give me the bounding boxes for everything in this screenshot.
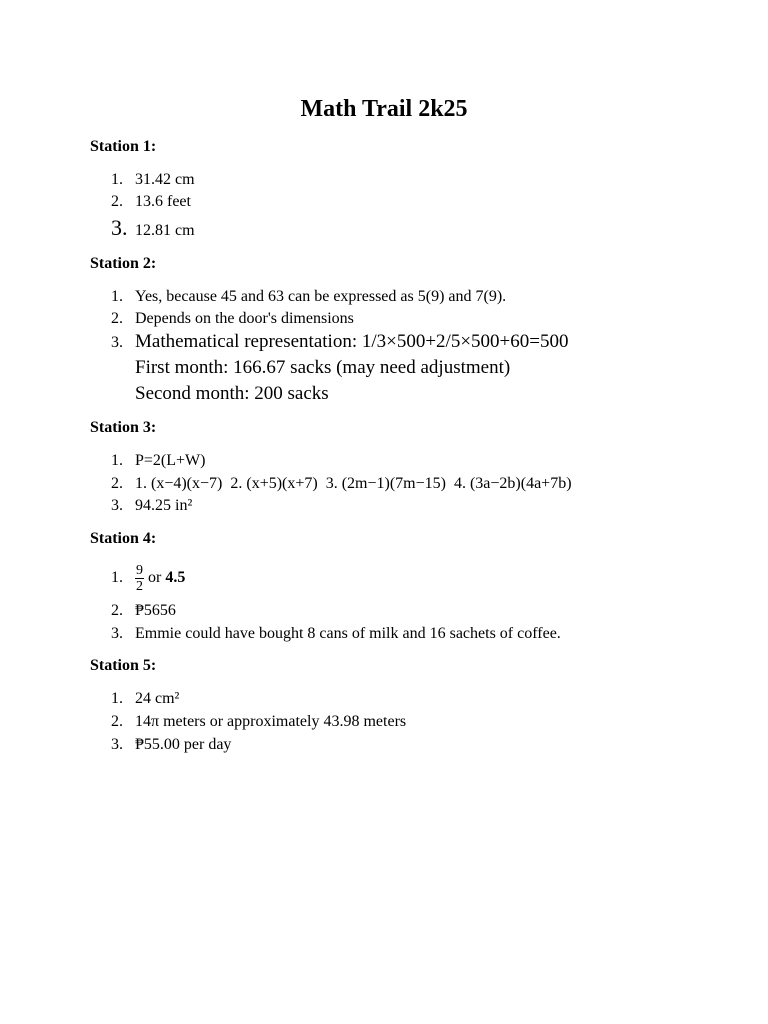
fraction xyxy=(135,563,144,594)
station-2-continuation-1: First month: 166.67 sacks (may need adjustment) xyxy=(135,357,511,378)
item-number: 3. xyxy=(111,215,128,240)
station-2-heading: Station 2: xyxy=(90,255,157,272)
item-number: 2. xyxy=(111,475,123,492)
item-number: 1. xyxy=(111,288,123,305)
document-title: Math Trail 2k25 xyxy=(300,96,468,122)
station-5-item-1 xyxy=(111,689,179,709)
item-text: P=2(L+W) xyxy=(135,452,206,469)
station-3-item-1 xyxy=(111,451,205,471)
fraction-numerator: 9 xyxy=(136,562,143,578)
item-number: 1. xyxy=(111,690,123,707)
item-number: 3. xyxy=(111,625,123,642)
item-number: 2. xyxy=(111,713,123,730)
item-number: 1. xyxy=(111,452,123,469)
item-text: Yes, because 45 and 63 can be expressed as 5(9) and 7(9). xyxy=(135,288,507,305)
fraction-denominator: 2 xyxy=(136,578,143,594)
station-3-item-3 xyxy=(111,496,192,516)
station-5-item-3 xyxy=(111,735,231,755)
item-text: 94.25 in² xyxy=(135,497,193,514)
station-2-item-1 xyxy=(111,287,506,307)
item-text: Emmie could have bought 8 cans of milk and 16 sachets of coffee. xyxy=(135,625,561,642)
item-number: 3. xyxy=(111,736,123,753)
station-1-item-1 xyxy=(111,170,195,190)
station-1-item-2 xyxy=(111,192,191,212)
station-5-heading: Station 5: xyxy=(90,657,157,674)
station-2-item-3 xyxy=(111,332,568,353)
item-text: Depends on the door's dimensions xyxy=(135,310,354,327)
station-5-item-2 xyxy=(111,712,406,732)
item-number: 2. xyxy=(111,193,123,210)
item-number: 2. xyxy=(111,310,123,327)
item-text: ₱55.00 per day xyxy=(135,736,232,753)
item-number: 3. xyxy=(111,497,123,514)
item-number: 3. xyxy=(111,334,123,351)
station-3-item-2 xyxy=(111,474,572,494)
station-1-item-3 xyxy=(111,215,195,241)
station-4-item-2 xyxy=(111,601,176,621)
item-text: 1. (x−4)(x−7) 2. (x+5)(x+7) 3. (2m−1)(7m−15) 4. (3a−2b)(4a+7b) xyxy=(135,475,572,492)
station-1-heading: Station 1: xyxy=(90,138,157,155)
station-2-continuation-2: Second month: 200 sacks xyxy=(135,383,329,404)
station-4-heading: Station 4: xyxy=(90,530,157,547)
item-number: 1. xyxy=(111,171,123,188)
station-3-heading: Station 3: xyxy=(90,419,157,436)
item-text: 24 cm² xyxy=(135,690,180,707)
item-text: ₱5656 xyxy=(135,602,176,619)
station-4-item-1 xyxy=(111,560,185,596)
item-text: 12.81 cm xyxy=(135,222,195,239)
item-text: 14π meters or approximately 43.98 meters xyxy=(135,713,407,730)
item-number: 1. xyxy=(111,569,123,586)
item-text: or xyxy=(148,569,162,586)
item-text: 31.42 cm xyxy=(135,171,195,188)
item-number: 2. xyxy=(111,602,123,619)
item-text: Mathematical representation: 1/3×500+2/5×500+60=500 xyxy=(135,331,569,352)
station-2-item-2 xyxy=(111,309,354,329)
station-4-item-3 xyxy=(111,624,561,644)
item-text: 13.6 feet xyxy=(135,193,191,210)
item-bold-text: 4.5 xyxy=(165,569,186,586)
